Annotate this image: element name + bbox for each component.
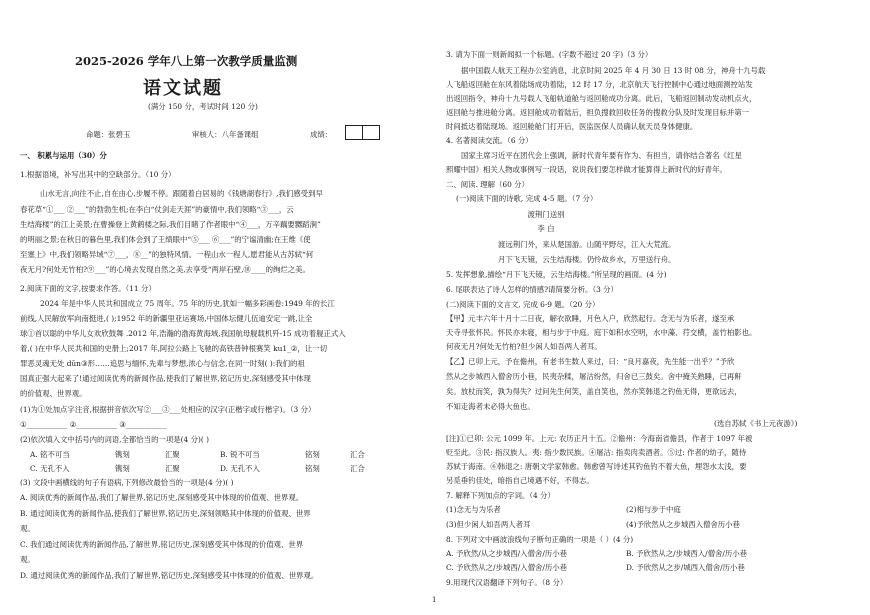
choice-line[interactable]: D. 通过阅读优秀的新闻作品,我们了解世界,铭记历史,深刻感受其中体现的价值观、世界观。 bbox=[20, 571, 319, 580]
classical-intro: (二)阅读下面的文言文, 完成 6-9 题。（20 分） bbox=[446, 300, 600, 309]
option-cell: 汇聚 bbox=[165, 464, 180, 473]
q1-line: 山水无言,向往不止,自在由心,步履不停。跟随着白居易的《钱塘湖春行》,我们感受到早 bbox=[40, 189, 323, 198]
option-cell: 镌刻 bbox=[115, 464, 130, 473]
poem-title: 渡荆门送别 bbox=[527, 210, 565, 219]
q7-item: (3)但少闲人如吾两人者耳 bbox=[446, 520, 531, 529]
poem-author: 李 白 bbox=[537, 224, 555, 233]
q1-line: 至塞上》中,我们领略异域“⑦___，⑧__”的独特风情。一程山水一程人,愿君能从古苏轼“何 bbox=[20, 250, 314, 259]
q4-line: 照耀中国》相关人物或事例写一段话，说说我们要怎样做才能算得上新时代的好青年。 bbox=[446, 165, 727, 174]
q6-prompt: 6. 尾联表达了诗人怎样的情感?请简要分析。（3 分） bbox=[446, 285, 618, 294]
q1-line: 生结海楼”的江上美景;在曹操登上黄鹤楼之际,我们目睹了作者眼中“④___，万辛藕要嬲蹈涧” bbox=[20, 220, 321, 229]
score-box-2[interactable] bbox=[362, 125, 380, 140]
choice-line[interactable]: A. 阅读优秀的新闻作品,我们了解世界,铭记历史,深刻感受其中体现的价值观、世界观。 bbox=[20, 493, 304, 502]
option-cell: 镌刻 bbox=[115, 450, 130, 459]
section2-heading: 二、阅读. 理解（60 分） bbox=[446, 180, 529, 189]
jia-line: 天寺寻张怀民。怀民亦未寝，相与步于中庭。庭下如积水空明，水中藻、荇交横，盖竹柏影也。 bbox=[446, 328, 757, 337]
yi-line: 然从之步城西入僧舍历小巷，民夷杂糅，屠沽纷然，归舍已三鼓矣。舍中掩关熟睡，已再鼾 bbox=[446, 372, 742, 381]
author-line: 命题：张碧玉 bbox=[86, 130, 131, 139]
q3-line: 时间抵达着陆现场。返回舱舱门打开后，医监医保人员确认航天员身体健康。 bbox=[446, 122, 698, 131]
yi-line: 矣。放杖而笑，孰为得失？过问先生何笑，盖自笑也，然亦笑韩退之钓鱼无得，更欲远去， bbox=[446, 387, 742, 396]
poem-verse: 月下飞天镜，云生结海楼。仍怜故乡水，万里送行舟。 bbox=[498, 255, 676, 264]
reviewer-line: 审核人：八年备课组 bbox=[192, 130, 259, 139]
poem-verse: 渡远荆门外，来从楚国游。山随平野尽，江入大荒流。 bbox=[498, 240, 676, 249]
q7-item: (4)予欣然从之步城西入僧舍历小巷 bbox=[626, 520, 740, 529]
q8-option[interactable]: B. 予欣然从之/步城西入/僧舍/历小巷 bbox=[626, 549, 748, 558]
yi-line: 【乙】已卯上元，予在儋州，有老书生数人来过，曰：“良月嘉夜，先生能一出乎？”予欣 bbox=[446, 357, 735, 366]
q7-prompt: 7. 解释下列加点的字词。（4 分） bbox=[446, 491, 555, 500]
option-cell[interactable]: B. 锐不可当 bbox=[220, 450, 260, 459]
q2-line: 着,( )在中华人民共和国的史册上;2017 年,阿拉公路上飞驰的高铁普钟根赛笑 ku1_②，让一切 bbox=[20, 344, 327, 353]
jia-line: 【甲】元丰六年十月十二日夜，解衣欲睡，月色入户，欣然起行。念无与为乐者，遂至承 bbox=[446, 314, 735, 323]
q3-line: 人飞船返回舱在东风着陆场成功着陆，12 时 17 分，北京航天飞行控制中心通过地面测控站发 bbox=[446, 80, 753, 89]
q2-prompt: 2.阅读下面的文字,按要求作答。（11 分） bbox=[20, 284, 156, 293]
score-box-1[interactable] bbox=[345, 125, 363, 140]
note-line: 另觅垂钓佳处，暗指自己境遇不好，不得志。 bbox=[446, 476, 594, 485]
option-cell: 铭刻 bbox=[305, 450, 320, 459]
q8-option[interactable]: D. 予欣然从之步/城西入僧舍/历小巷 bbox=[626, 563, 745, 572]
q1-line: 春花草“①___ ②___”的勃勃生机;在李白“仗剑走天涯”的豪情中,我们领略“③___，云 bbox=[20, 205, 294, 214]
choice-line[interactable]: C. 我们通过阅读优秀的新闻作品,了解世界,铭记历史,深刻感受其中体现的价值观、世界 bbox=[20, 540, 304, 549]
q7-item: (1)念无与为乐者 bbox=[446, 505, 501, 514]
q2-sub1: (1)为①处加点字注音,根据拼音依次写②___③___处相应的汉字(正楷字或行楷字)。（3 分） bbox=[20, 405, 316, 414]
option-cell[interactable]: D. 无孔不入 bbox=[220, 464, 260, 473]
result-label: 成绩： bbox=[310, 130, 333, 139]
q4-prompt: 4. 名著阅读交流。（6 分） bbox=[446, 136, 533, 145]
q2-line: 2024 年是中华人民共和国成立 75 周年。75 年的历史,犹如一幅多彩画卷:1949 年的长江 bbox=[40, 299, 335, 308]
q1-line: 的明丽之景;在秋日的暮色里,我们体会到了王绩眼中“⑤___ ⑥___”的宁谧清幽;在王维《使 bbox=[20, 235, 311, 244]
q3-line: 据中国载人航天工程办公室消息，北京时间 2025 年 4 月 30 日 13 时 08 分，神舟十九号载 bbox=[461, 66, 766, 75]
q2-line: 罪恶灵魂无处 dǔn③形……追思与缅怀,先辈与梦想,浓心与信念,在同一时刻( ):我们的祖 bbox=[20, 359, 305, 368]
q5-prompt: 5. 发挥想象,描绘“月下飞天镜，云生结海楼。”所呈现的画面。(4 分) bbox=[446, 270, 667, 279]
jia-line: 何夜无月?何处无竹柏?但少闲人如吾两人者耳。 bbox=[446, 342, 602, 351]
q1-line: 夜无月?何处无竹柏?⑨___”的心境去发现自然之美,去享受“两岸石壁,⑩____的绚烂之美。 bbox=[20, 265, 310, 274]
q3-prompt: 3. 请为下面一则新闻拟一个标题。(字数不超过 20 字)（3 分） bbox=[446, 50, 653, 59]
q2-line: 的价值观、世界观。 bbox=[20, 389, 87, 398]
poem-intro: (一)阅读下面的诗歌, 完成 4-5 题。（7 分） bbox=[456, 194, 598, 203]
subject-title: 语文试题 bbox=[143, 78, 223, 99]
q8-prompt: 8. 下列对文中画波浪线句子断句正确的一项是（ ）(4 分) bbox=[446, 535, 634, 544]
q8-option[interactable]: C. 予欣然从之/步城西/入僧舍/历小巷 bbox=[446, 563, 568, 572]
note-line: [注]①已卯: 公元 1099 年。上元: 农历正月十五。②儋州：今海南省儋县，作者于 1097 年被 bbox=[446, 434, 753, 443]
note-line: 苏轼于海南。⑥韩退之: 唐朝文学家韩愈。韩愈曾写诗述其钓鱼钓不着大鱼，埋怨水太浅，要 bbox=[446, 462, 747, 471]
q1-prompt: 1.根据语境，补写出其中的空缺部分。（10 分） bbox=[20, 170, 176, 179]
page-number: 1 bbox=[432, 596, 437, 604]
q2-sub2: (2)依次填入文中括号内的词语,全都恰当的一项是(4 分)( ) bbox=[20, 435, 209, 444]
option-cell: 汇聚 bbox=[165, 450, 180, 459]
q8-option[interactable]: A. 予欣然/从之步城西/入僧舍/历小巷 bbox=[446, 549, 567, 558]
option-cell: 汇合 bbox=[350, 464, 365, 473]
source-note: (选自苏轼《书上元夜游》) bbox=[714, 419, 798, 428]
q4-line: 国家主席习近平在团代会上强调，新时代青年要有作为、有担当，请你结合著名《红星 bbox=[461, 151, 742, 160]
choice-line: 观。 bbox=[20, 524, 35, 533]
option-cell[interactable]: A. 铭不可当 bbox=[30, 450, 70, 459]
yi-line: 不知走海者未必得大鱼也。 bbox=[446, 402, 535, 411]
q9-prompt: 9.用现代汉语翻译下列句子。（8 分） bbox=[446, 578, 568, 587]
exam-title: 2025-2026 学年八上第一次教学质量监测 bbox=[75, 54, 298, 68]
q2-line: 前线,人民解放军向南挺进,( );1952 年的新疆里亚运赛场,中国体坛健儿伍迪安定一跳,让全 bbox=[20, 314, 313, 323]
q2-sub1-blanks[interactable]: ①___________ ②___________ ③___________ bbox=[20, 420, 167, 429]
q3-line: 出返回指令，神舟十九号载人飞船轨道舱与返回舱成功分离。此后，飞船返回制动发动机点火， bbox=[446, 94, 757, 103]
q3-line: 返回舱与推进舱分离。返回舱成功着陆后，担负搜救回收任务的搜救分队及时发现目标并第一 bbox=[446, 108, 750, 117]
choice-line[interactable]: B. 通过阅读优秀的新闻作品,使我们了解世界,铭记历史,深刻领略其中体现的价值观、世界 bbox=[20, 509, 311, 518]
q2-sub3: (3) 文段中画横线的句子有语病,下列修改最恰当的一项是(4 分)( ) bbox=[20, 478, 234, 487]
note-line: 贬至此。③民: 指汉族人。夷: 指少数民族。④屠沽: 指卖肉卖酒者。⑤过: 作者的幼子，随侍 bbox=[446, 448, 747, 457]
choice-line: 观。 bbox=[20, 555, 35, 564]
section1-heading: 一、 积累与运用（30）分 bbox=[20, 151, 107, 160]
option-cell: 铭刻 bbox=[305, 464, 320, 473]
option-cell[interactable]: C. 无孔不入 bbox=[30, 464, 70, 473]
score-note: (满分 150 分，考试时间 120 分) bbox=[148, 102, 258, 111]
q2-line: 国真正强大起来了!通过阅读优秀的新闻作品,使我们了解世界,铭记历史,深刻感受其中体现 bbox=[20, 374, 311, 383]
option-cell: 汇合 bbox=[350, 450, 365, 459]
q7-item: (2)相与步于中庭 bbox=[626, 505, 681, 514]
q2-line: 球①首以聪的中华儿女欢欣鼓舞 .2012 年,浩瀚的渤海黄海域,我国航母舰载机歼-15 成功着舰正式入 bbox=[20, 329, 346, 338]
